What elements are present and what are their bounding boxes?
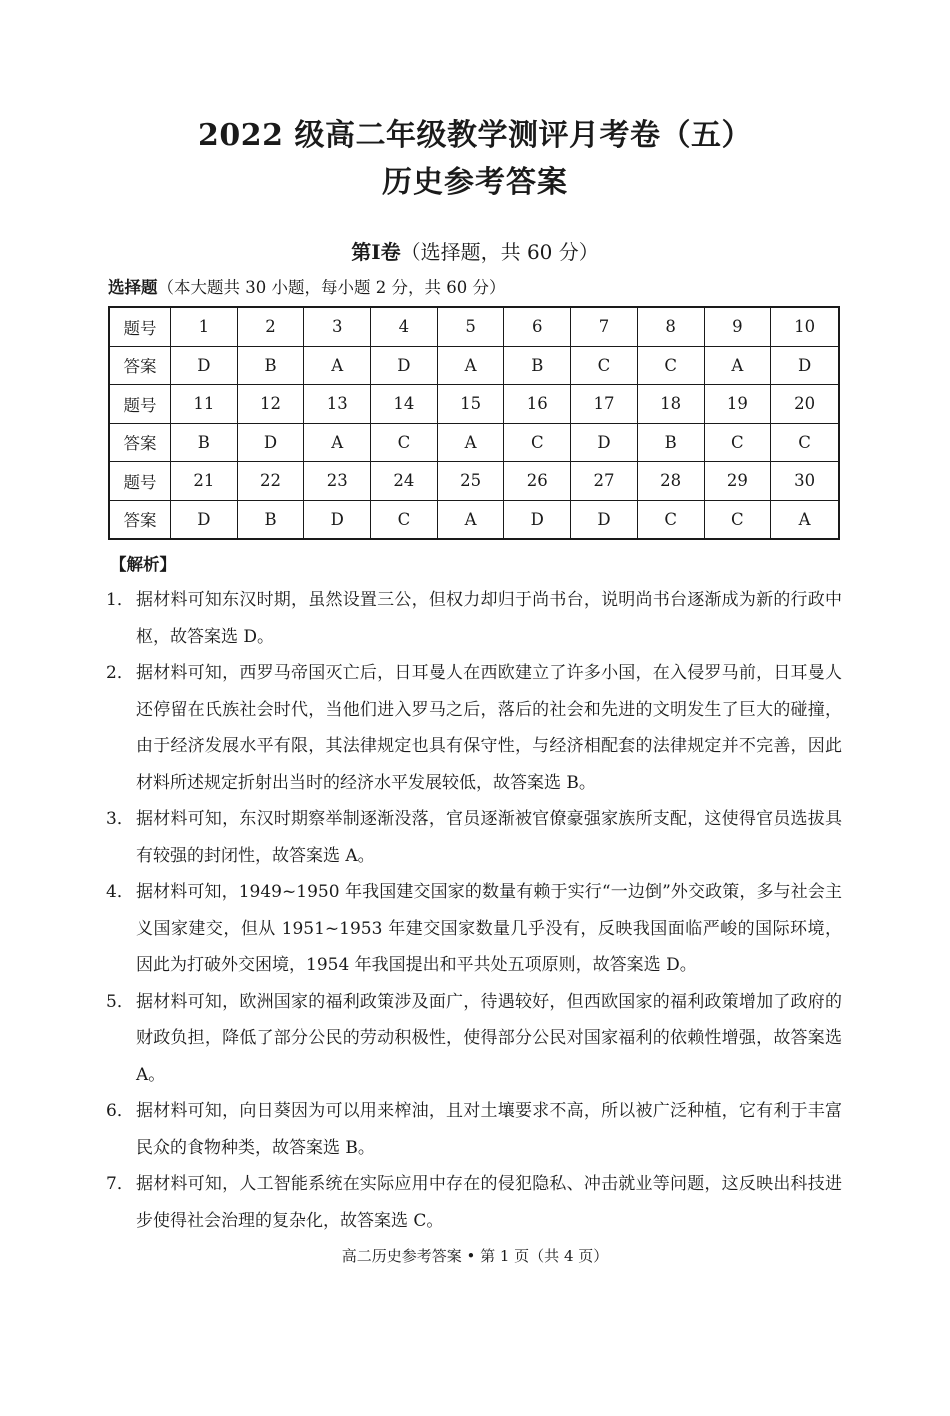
- question-number-cell: 4: [371, 307, 438, 346]
- answer-cell: C: [771, 423, 839, 462]
- multiple-choice-label: [108, 274, 505, 298]
- answer-row: [109, 423, 839, 462]
- section-label: 第Ⅰ卷: [351, 240, 401, 264]
- answer-cell: C: [637, 346, 704, 385]
- page-title: 2022 级高二年级教学测评月考卷（五）: [198, 118, 752, 153]
- question-number-cell: 26: [504, 462, 571, 501]
- analysis-item-text: 据材料可知，东汉时期察举制逐渐没落，官员逐渐被官僚豪强家族所支配，这使得官员选拔具有较强的封闭性，故答案选 A。: [136, 809, 842, 866]
- question-number-cell: 9: [704, 307, 771, 346]
- answer-cell: C: [704, 500, 771, 539]
- question-number-cell: 27: [571, 462, 638, 501]
- answer-row-header: 答案: [109, 346, 171, 385]
- question-number-cell: 7: [571, 307, 638, 346]
- answer-cell: B: [504, 346, 571, 385]
- multiple-choice-description: （本大题共 30 小题，每小题 2 分，共 60 分）: [157, 278, 506, 297]
- question-number-cell: 10: [771, 307, 839, 346]
- answer-cell: C: [371, 423, 438, 462]
- answer-cell: A: [304, 423, 371, 462]
- answer-cell: D: [371, 346, 438, 385]
- question-number-cell: 29: [704, 462, 771, 501]
- analysis-item-text: 据材料可知，人工智能系统在实际应用中存在的侵犯隐私、冲击就业等问题，这反映出科技进步使得社会治理的复杂化，故答案选 C。: [136, 1174, 842, 1231]
- analysis-list: [106, 582, 842, 1239]
- analysis-item: [106, 582, 842, 655]
- question-number-cell: 6: [504, 307, 571, 346]
- question-number-cell: 21: [171, 462, 238, 501]
- answer-cell: D: [771, 346, 839, 385]
- answer-row-header: 答案: [109, 423, 171, 462]
- answer-row: [109, 346, 839, 385]
- question-number-row: [109, 307, 839, 346]
- question-number-cell: 28: [637, 462, 704, 501]
- question-number-cell: 20: [771, 385, 839, 424]
- question-number-cell: 11: [171, 385, 238, 424]
- answer-cell: D: [304, 500, 371, 539]
- question-number-cell: 30: [771, 462, 839, 501]
- answer-cell: D: [171, 500, 238, 539]
- answer-cell: A: [437, 346, 504, 385]
- question-number-cell: 23: [304, 462, 371, 501]
- answer-cell: D: [171, 346, 238, 385]
- question-number-cell: 5: [437, 307, 504, 346]
- question-number-row-header: 题号: [109, 385, 171, 424]
- answer-cell: A: [437, 500, 504, 539]
- analysis-item: [106, 801, 842, 874]
- answer-cell: B: [171, 423, 238, 462]
- answer-row: [109, 500, 839, 539]
- question-number-row-header: 题号: [109, 307, 171, 346]
- answer-cell: D: [571, 423, 638, 462]
- answer-cell: C: [504, 423, 571, 462]
- answer-table: [108, 306, 840, 540]
- page-footer: 高二历史参考答案 • 第 1 页（共 4 页）: [341, 1247, 609, 1265]
- answer-cell: A: [304, 346, 371, 385]
- question-number-cell: 3: [304, 307, 371, 346]
- question-number-cell: 18: [637, 385, 704, 424]
- analysis-item-text: 据材料可知，西罗马帝国灭亡后，日耳曼人在西欧建立了许多小国，在入侵罗马前，日耳曼人还停留在氏族社会时代，当他们进入罗马之后，落后的社会和先进的文明发生了巨大的碰撞，由于经济发展水平有限，其法律规定也具有保守性，与经济相配套的法律规定并不完善，因此材料所述规定折射出当时的经济水平发展较低，故答案选 B。: [136, 663, 842, 793]
- answer-cell: D: [237, 423, 304, 462]
- answer-row-header: 答案: [109, 500, 171, 539]
- answer-cell: B: [237, 500, 304, 539]
- analysis-item-number: 4．: [106, 882, 134, 902]
- question-number-cell: 1: [171, 307, 238, 346]
- answer-cell: D: [504, 500, 571, 539]
- question-number-cell: 19: [704, 385, 771, 424]
- question-number-row: [109, 462, 839, 501]
- analysis-item-text: 据材料可知，1949~1950 年我国建交国家的数量有赖于实行“一边倒”外交政策，多与社会主义国家建交，但从 1951~1953 年建交国家数量几乎没有，反映我国面临严峻的国际环境，因此为打破外交困境，1954 年我国提出和平共处五项原则，故答案选 D。: [136, 882, 842, 975]
- question-number-row: [109, 385, 839, 424]
- answer-cell: C: [704, 423, 771, 462]
- question-number-cell: 15: [437, 385, 504, 424]
- question-number-cell: 17: [571, 385, 638, 424]
- section-heading: [0, 236, 950, 265]
- analysis-item-number: 5．: [106, 991, 134, 1012]
- analysis-item: [106, 984, 842, 1094]
- analysis-item-text: 据材料可知，向日葵因为可以用来榨油，且对土壤要求不高，所以被广泛种植，它有利于丰富民众的食物种类，故答案选 B。: [136, 1101, 842, 1158]
- analysis-heading: 【解析】: [110, 555, 176, 574]
- answer-cell: C: [637, 500, 704, 539]
- section-description: （选择题，共 60 分）: [400, 240, 599, 264]
- question-number-cell: 14: [371, 385, 438, 424]
- analysis-item: [106, 1166, 842, 1239]
- answer-cell: A: [704, 346, 771, 385]
- question-number-row-header: 题号: [109, 462, 171, 501]
- question-number-cell: 22: [237, 462, 304, 501]
- question-number-cell: 24: [371, 462, 438, 501]
- answer-cell: A: [771, 500, 839, 539]
- answer-cell: B: [637, 423, 704, 462]
- question-number-cell: 8: [637, 307, 704, 346]
- analysis-item-text: 据材料可知东汉时期，虽然设置三公，但权力却归于尚书台，说明尚书台逐渐成为新的行政中枢，故答案选 D。: [136, 590, 842, 647]
- question-number-cell: 25: [437, 462, 504, 501]
- multiple-choice-title: 选择题: [108, 278, 158, 297]
- analysis-item-number: 6．: [106, 1101, 134, 1121]
- analysis-item-number: 3．: [106, 809, 134, 829]
- analysis-item: [106, 874, 842, 984]
- page-subtitle: 历史参考答案: [382, 165, 568, 200]
- question-number-cell: 13: [304, 385, 371, 424]
- analysis-item: [106, 1093, 842, 1166]
- analysis-item-text: 据材料可知，欧洲国家的福利政策涉及面广，待遇较好，但西欧国家的福利政策增加了政府的财政负担，降低了部分公民的劳动积极性，使得部分公民对国家福利的依赖性增强，故答案选 A。: [136, 991, 842, 1085]
- question-number-cell: 12: [237, 385, 304, 424]
- analysis-item-number: 7．: [106, 1174, 134, 1194]
- analysis-item-number: 1．: [106, 590, 134, 610]
- question-number-cell: 2: [237, 307, 304, 346]
- analysis-item-number: 2．: [106, 663, 134, 683]
- answer-cell: A: [437, 423, 504, 462]
- answer-cell: C: [371, 500, 438, 539]
- answer-cell: B: [237, 346, 304, 385]
- analysis-item: [106, 655, 842, 801]
- answer-cell: D: [571, 500, 638, 539]
- question-number-cell: 16: [504, 385, 571, 424]
- answer-cell: C: [571, 346, 638, 385]
